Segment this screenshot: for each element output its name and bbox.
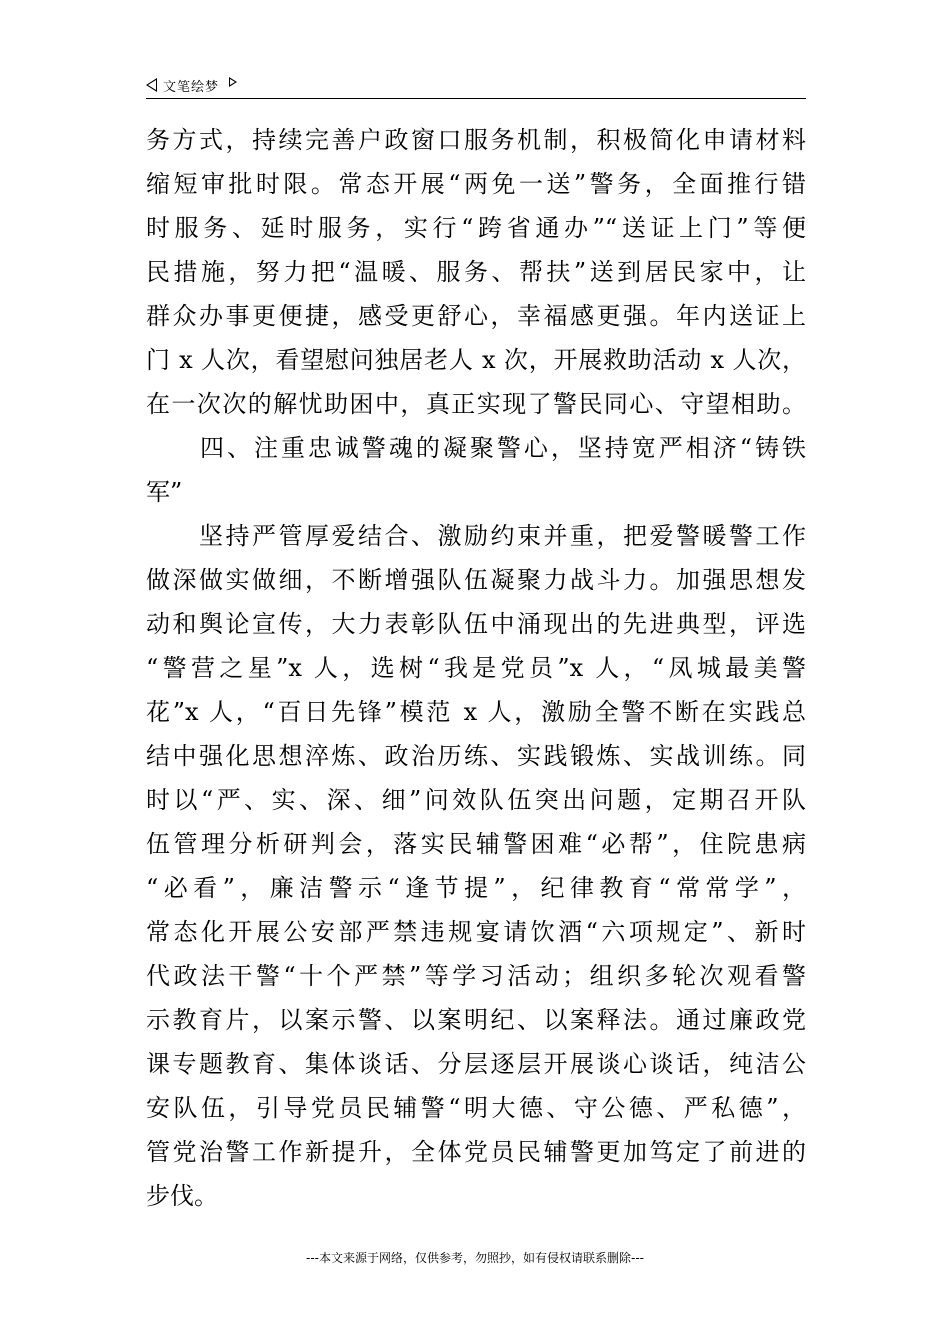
text-line: 常态化开展公安部严禁违规宴请饮酒“六项规定”、新时 — [146, 918, 806, 946]
text-line: 时以“严、实、深、细”问效队伍突出问题，定期召开队 — [146, 786, 806, 814]
text-line: 课专题教育、集体谈话、分层逐层开展谈心谈话，纯洁公 — [146, 1050, 806, 1078]
text-line: 在一次次的解忧助困中，真正实现了警民同心、守望相助。 — [146, 390, 806, 418]
text-line: “警营之星”x 人，选树“我是党员”x 人，“凤城最美警 — [146, 654, 806, 682]
text-line: 结中强化思想淬炼、政治历练、实践锻炼、实战训练。同 — [146, 742, 806, 770]
text-line: 坚持严管厚爱结合、激励约束并重，把爱警暖警工作 — [146, 522, 806, 550]
text-line: 安队伍，引导党员民辅警“明大德、守公德、严私德”， — [146, 1094, 806, 1122]
text-line: 四、注重忠诚警魂的凝聚警心，坚持宽严相济“铸铁 — [146, 434, 806, 462]
text-line: “必看”，廉洁警示“逢节提”，纪律教育“常常学”， — [146, 874, 806, 902]
text-line: 示教育片，以案示警、以案明纪、以案释法。通过廉政党 — [146, 1006, 806, 1034]
text-line: 代政法干警“十个严禁”等学习活动；组织多轮次观看警 — [146, 962, 806, 990]
text-line: 门 x 人次，看望慰问独居老人 x 次，开展救助活动 x 人次， — [146, 346, 806, 374]
text-line: 步伐。 — [146, 1182, 218, 1210]
text-line: 务方式，持续完善户政窗口服务机制，积极简化申请材料 — [146, 126, 806, 154]
header-divider — [146, 98, 806, 99]
text-line: 管党治警工作新提升，全体党员民辅警更加笃定了前进的 — [146, 1138, 806, 1166]
text-line: 缩短审批时限。常态开展“两免一送”警务，全面推行错 — [146, 170, 806, 198]
text-line: 军” — [146, 478, 183, 506]
triangle-left-icon — [146, 78, 157, 92]
text-line: 动和舆论宣传，大力表彰队伍中涌现出的先进典型，评选 — [146, 610, 806, 638]
header-brand: 文笔绘梦 — [163, 79, 220, 95]
triangle-right-icon — [229, 77, 237, 87]
text-line: 群众办事更便捷，感受更舒心，幸福感更强。年内送证上 — [146, 302, 806, 330]
text-line: 做深做实做细，不断增强队伍凝聚力战斗力。加强思想发 — [146, 566, 806, 594]
text-line: 时服务、延时服务，实行“跨省通办”“送证上门”等便 — [146, 214, 806, 242]
text-line: 花”x 人，“百日先锋”模范 x 人，激励全警不断在实践总 — [146, 698, 806, 726]
document-body — [146, 118, 806, 1218]
page-header — [146, 72, 806, 98]
page-footer: ---本文来源于网络，仅供参考，勿照抄，如有侵权请联系删除--- — [306, 1251, 644, 1265]
text-line: 伍管理分析研判会，落实民辅警困难“必帮”，住院患病 — [146, 830, 806, 858]
text-line: 民措施，努力把“温暖、服务、帮扶”送到居民家中，让 — [146, 258, 806, 286]
